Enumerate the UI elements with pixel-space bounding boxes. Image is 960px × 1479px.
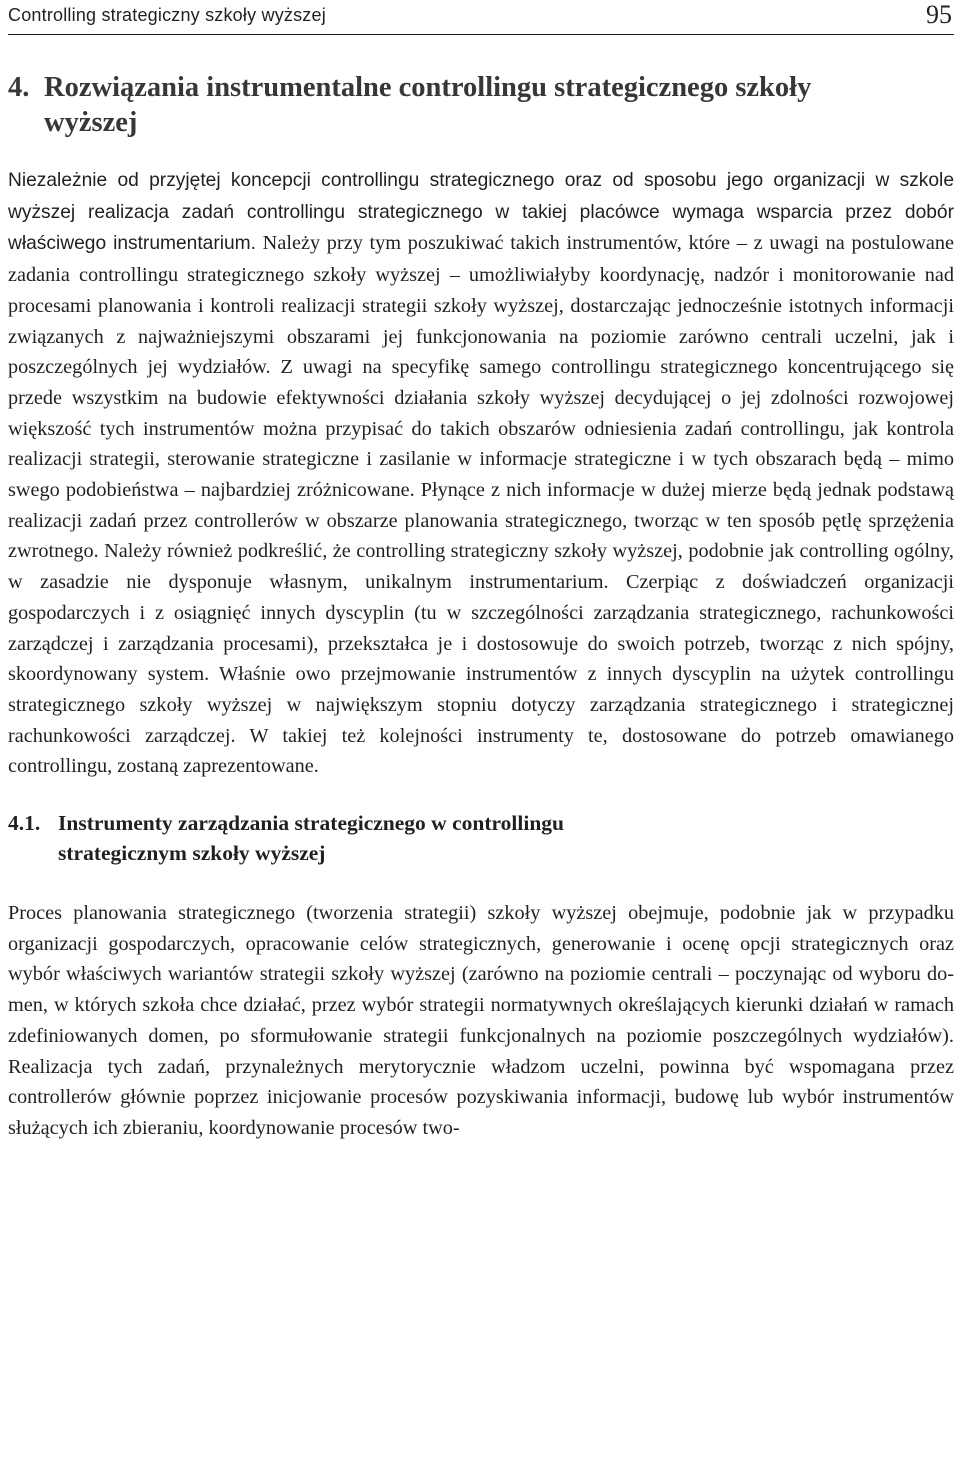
body-paragraph bbox=[8, 165, 954, 782]
paragraph-text: Należy przy tym poszukiwać takich instrumentów, które – z uwagi na postulowane zadania controllingu strategicznego szkoły wyższej – umożliwiałyby koordynację, nadzór i monitorowanie nad procesami planowania i kontroli realizacji strategii szkoły wyższej, dostarczając jednocześnie istotnych informacji związanych z najważniejszymi obszarami jej funkcjonowania na poziomie zarówno centrali uczelni, jak i poszczególnych jej wydziałów. Z uwagi na specyfikę samego controllingu strategicznego koncentrującego się przede wszystkim na budowie efektywności działania szkoły wyższej decydującej o jej zdolności rozwojowej większość tych instrumentów można przypisać do takich obszarów odniesienia zadań controllingu, jak kontrola realizacji strategii, sterowanie strategiczne i zasilanie w informacje strategiczne i w tych obszarach będą – mimo swego podobieństwa – najbardziej zróżnicowane. Płynące z nich informacje w dużej mierze będą jednak podstawą realizacji zadań przez controllerów w obszarze planowania strategicznego, tworząc w ten sposób pętlę sprzężenia zwrotnego. Należy również podkreślić, że controlling strategiczny szkoły wyższej, podobnie jak controlling ogólny, w zasadzie nie dysponuje własnym, unikalnym instrumentarium. Czerpiąc z doświadczeń organizacji gospodarczych i z osiągnięć innych dyscyplin (tu w szczególności zarządzania strategicznego, rachunkowości zarządczej i zarządzania procesami), przekształca je i dostosowuje do swoich potrzeb, tworząc z nich spójny, skoordynowany system. Właśnie owo przejmowanie instrumentów z innych dyscyplin na użytek controllingu strategicznego szkoły wyższej w największym stopniu dotyczy zarządzania strategicznego i strategicznej rachunkowości zarządczej. W takiej też kolejności instrumenty te, dostosowane do potrzeb omawianego controllingu, zostaną zaprezentowane. bbox=[8, 232, 954, 778]
chapter-title: Rozwiązania instrumentalne controllingu strategicznego szkoły wyższej bbox=[44, 72, 812, 138]
section-paragraph: Proces planowania strategicznego (tworzenia strategii) szkoły wyższej obejmuje, podobnie jak w przypadku organizacji gospodarczych, opracowanie celów strategicznych, generowanie i ocenę opcji strategicznych oraz wybór właściwych wariantów strategii szkoły wyższej (zarówno na poziomie centrali – poczynając od wyboru domen, w których szkoła chce działać, przez wybór strategii normatywnych określających kierunki działań w ramach zdefiniowanych domen, po sformułowanie strategii funkcjonalnych na poziomie poszczególnych wydziałów). Realizacja tych zadań, przynależnych merytorycznie władzom uczelni, powinna być wspomagana przez controllerów głównie poprzez inicjowanie procesów pozyskiwania informacji, budowę lub wybór instrumentów służących ich zbieraniu, koordynowanie procesów two- bbox=[8, 902, 954, 1139]
running-title: Controlling strategiczny szkoły wyższej bbox=[8, 5, 326, 25]
document-page bbox=[8, 0, 954, 1479]
chapter-number: 4. bbox=[8, 72, 30, 103]
paragraph-lead: Niezależnie od przyjętej koncepcji controllingu strategicznego oraz od sposobu jego organizacji w szkole wyższej realizacja zadań controllingu strategicznego w takiej placówce wymaga wsparcia przez dobór właściwego instrumentarium. bbox=[8, 170, 954, 255]
section-title: Instrumenty zarządzania strategicznego w controllingu strategicznym szkoły wyższej bbox=[58, 811, 564, 866]
section-heading bbox=[8, 808, 954, 868]
section-number: 4.1. bbox=[8, 811, 41, 836]
running-header bbox=[8, 0, 954, 35]
chapter-heading bbox=[8, 70, 954, 140]
page-number: 95 bbox=[926, 0, 952, 29]
